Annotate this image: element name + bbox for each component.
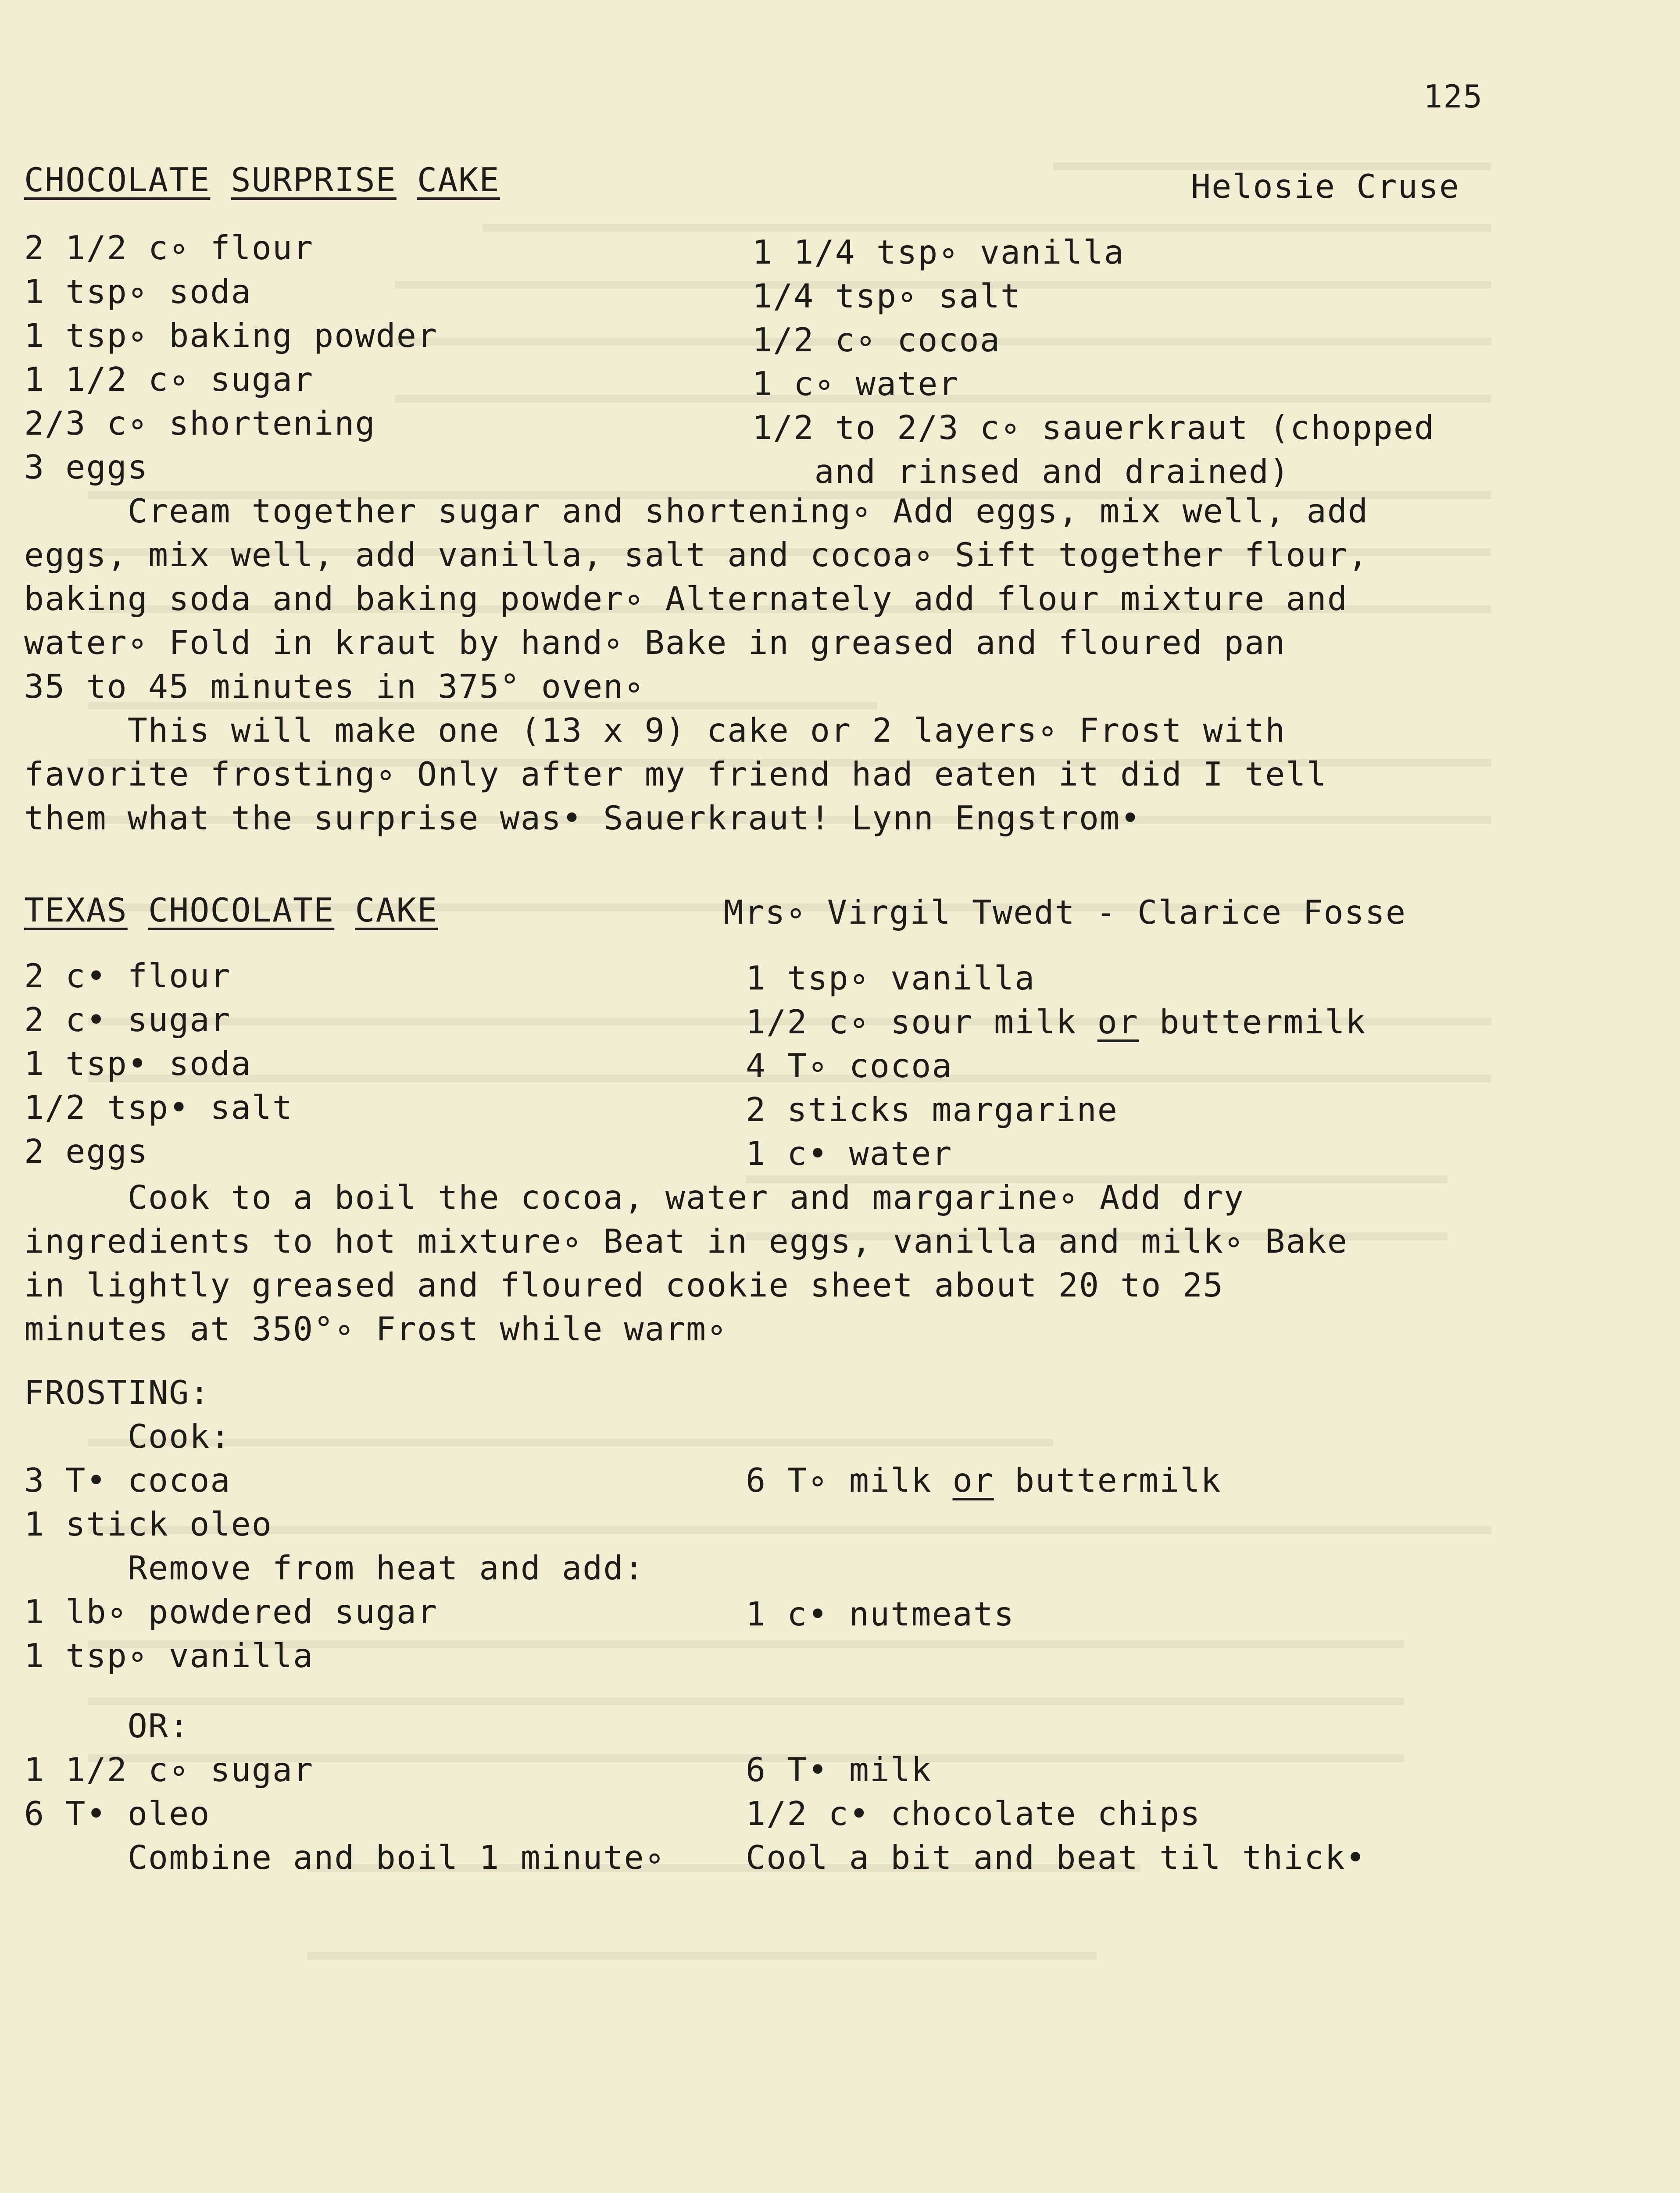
frosting-ingredient: 6 T• oleo [24,1794,211,1833]
recipe1-title-word-3: CAKE [417,161,500,199]
frosting-instruction: Remove from heat and add: [24,1549,645,1587]
recipe1-directions-line: Cream together sugar and shortening∘ Add eggs, mix well, add [24,492,1369,530]
recipe2-directions-line: ingredients to hot mixture∘ Beat in eggs, vanilla and milk∘ Bake [24,1222,1348,1261]
frosting-ingredient [746,1458,1222,1502]
frosting-cook-label: Cook: [24,1417,231,1456]
recipe1-title-word-2: SURPRISE [231,161,397,199]
recipe2-ingredient: 2 sticks margarine [746,1090,1118,1129]
recipe2-author: Mrs∘ Virgil Twedt - Clarice Fosse [724,893,1407,932]
recipe2-ingredient: 2 c• flour [24,957,231,995]
recipe1-directions-line: baking soda and baking powder∘ Alternately add flour mixture and [24,579,1348,618]
frosting-ingredient: 1 tsp∘ vanilla [24,1636,314,1675]
frosting-ingredient: 6 T• milk [746,1750,932,1789]
frosting-or-underlined: or [952,1461,994,1500]
recipe2-title [24,888,438,932]
recipe1-title-word-1: CHOCOLATE [24,161,211,199]
recipe2-ingredient: 2 eggs [24,1132,148,1171]
recipe1-ingredient: 2 1/2 c∘ flour [24,229,314,267]
recipe1-ingredient: 1 c∘ water [752,364,959,403]
recipe1-directions-line: them what the surprise was• Sauerkraut! Lynn Engstrom• [24,799,1141,837]
recipe1-ingredient: 1 tsp∘ soda [24,272,252,311]
recipe1-ingredient: 3 eggs [24,448,148,486]
recipe1-ingredient: 1/2 to 2/3 c∘ sauerkraut (chopped [752,408,1435,447]
recipe1-directions-line: This will make one (13 x 9) cake or 2 layers∘ Frost with [24,711,1286,750]
recipe2-ingredient [746,1000,1366,1044]
recipe2-ingredient-text: 1/2 c∘ sour milk [746,1003,1097,1041]
recipe2-title-word-3: CAKE [355,891,438,929]
frosting-ingredient: 1 1/2 c∘ sugar [24,1750,314,1789]
recipe2-ingredient: 1/2 tsp• salt [24,1088,293,1127]
recipe2-or-underlined: or [1097,1003,1139,1041]
recipe1-directions-line: favorite frosting∘ Only after my friend had eaten it did I tell [24,755,1327,793]
frosting-instruction: Combine and boil 1 minute∘ [24,1838,665,1877]
recipe2-directions-line: minutes at 350°∘ Frost while warm∘ [24,1310,728,1348]
frosting-ingredient: 3 T• cocoa [24,1461,231,1500]
recipe2-ingredient: 4 T∘ cocoa [746,1046,953,1085]
recipe2-ingredient: 1 tsp∘ vanilla [746,959,1036,997]
recipe2-title-word-1: TEXAS [24,891,128,929]
frosting-heading: FROSTING: [24,1373,211,1412]
recipe1-ingredient: 1/2 c∘ cocoa [752,321,1001,359]
recipe2-directions-line: in lightly greased and floured cookie sheet about 20 to 25 [24,1266,1224,1304]
recipe1-title [24,158,500,202]
recipe1-ingredient: 1 1/2 c∘ sugar [24,360,314,399]
frosting-ingredient: 1/2 c• chocolate chips [746,1794,1201,1833]
recipe1-ingredient: and rinsed and drained) [752,452,1290,491]
recipe1-ingredient: 1 1/4 tsp∘ vanilla [752,233,1125,271]
recipe1-ingredient: 1 tsp∘ baking powder [24,316,438,355]
frosting-ingredient-text: 6 T∘ milk [746,1461,953,1500]
frosting-ingredient: 1 stick oleo [24,1505,272,1543]
recipe2-ingredient-text: buttermilk [1138,1003,1366,1041]
frosting-ingredient: 1 lb∘ powdered sugar [24,1593,438,1631]
frosting-or-label: OR: [24,1707,190,1745]
recipe2-ingredient: 1 c• water [746,1134,953,1173]
frosting-instruction: Cool a bit and beat til thick• [746,1838,1366,1877]
frosting-ingredient: 1 c• nutmeats [746,1595,1015,1633]
recipe1-directions-line: eggs, mix well, add vanilla, salt and cocoa∘ Sift together flour, [24,536,1369,574]
recipe2-directions-line: Cook to a boil the cocoa, water and margarine∘ Add dry [24,1178,1245,1217]
recipe1-directions-line: water∘ Fold in kraut by hand∘ Bake in greased and floured pan [24,623,1286,662]
page-number: 125 [1423,78,1483,115]
recipe2-ingredient: 2 c• sugar [24,1000,231,1039]
frosting-ingredient-text: buttermilk [994,1461,1222,1500]
recipe2-title-word-2: CHOCOLATE [148,891,335,929]
recipe1-ingredient: 1/4 tsp∘ salt [752,277,1021,315]
recipe2-ingredient: 1 tsp• soda [24,1044,252,1083]
recipe1-ingredient: 2/3 c∘ shortening [24,404,376,443]
recipe1-author: Helosie Cruse [1191,167,1460,206]
recipe1-directions-line: 35 to 45 minutes in 375° oven∘ [24,667,645,706]
